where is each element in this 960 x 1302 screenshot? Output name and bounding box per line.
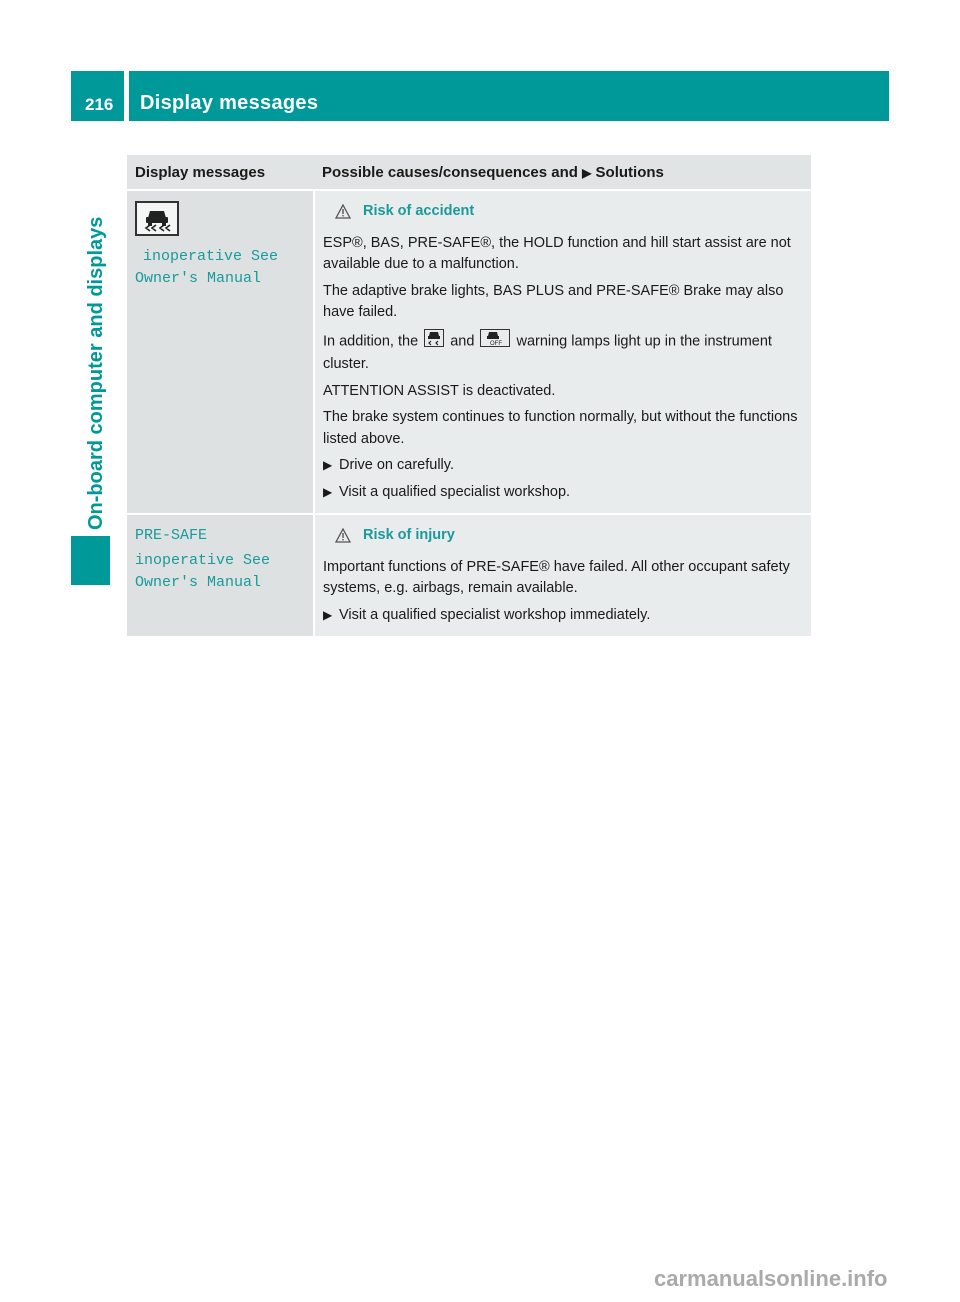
table-header-row [127,155,811,190]
section-title: Display messages [140,92,319,114]
side-chapter-label: On-board computer and displays [85,216,107,530]
step-arrow-icon: ▶ [323,607,333,622]
paragraph: Important functions of PRE-SAFE® have failed. All other occupant safety systems, e.g. airbags, remain available. [323,558,790,596]
column-header-display-messages: Display messages [127,155,314,190]
display-messages-table [127,155,811,638]
display-text-line: Owner's Manual [135,270,262,287]
side-tab-marker [71,536,110,585]
paragraph: ESP®, BAS, PRE-SAFE®, the HOLD function and hill start assist are not available due to a malfunction. [323,234,791,272]
svg-text:OFF: OFF [490,340,503,347]
paragraph: The adaptive brake lights, BAS PLUS and PRE-SAFE® Brake may also have failed. [323,282,784,320]
display-message-cell [127,190,314,514]
display-text-line: PRE-SAFE [135,527,208,544]
esp-off-warning-lamp-icon [480,329,510,355]
solutions-cell [314,190,811,514]
instruction-step: ▶ Visit a qualified specialist workshop immediately. [323,605,803,627]
arrow-right-icon: ▶ [582,165,592,180]
table-row [127,190,811,514]
warning-notice [323,201,803,223]
warning-triangle-icon [335,528,351,543]
section-title-bar [129,71,889,121]
page-header [71,71,889,121]
solutions-cell [314,514,811,637]
esp-skid-warning-icon [135,201,179,236]
table-row [127,514,811,637]
warning-triangle-icon [335,204,351,219]
step-arrow-icon: ▶ [323,484,333,499]
warning-notice [323,525,803,547]
instruction-step: ▶ Visit a qualified specialist workshop. [323,482,803,504]
esp-warning-lamp-icon [424,329,444,355]
instruction-step: ▶ Drive on carefully. [323,455,803,477]
display-message-cell [127,514,314,637]
watermark: carmanualsonline.info [654,1266,888,1291]
display-text-line: Owner's Manual [135,574,262,591]
paragraph: In addition, the and OFF warning lamps light up in the instrument cluster. [323,329,803,376]
paragraph: The brake system continues to function normally, but without the functions listed above. [323,409,798,447]
step-arrow-icon: ▶ [323,458,333,472]
page-number: 216 [85,95,114,114]
paragraph: ATTENTION ASSIST is deactivated. [323,382,556,399]
warning-title: Risk of accident [363,203,475,219]
display-text-line: inoperative See [143,248,279,265]
column-header-solutions: Possible causes/consequences and ▶ Solutions [314,155,811,190]
display-text-line: inoperative See [135,552,271,569]
warning-title: Risk of injury [363,527,455,543]
